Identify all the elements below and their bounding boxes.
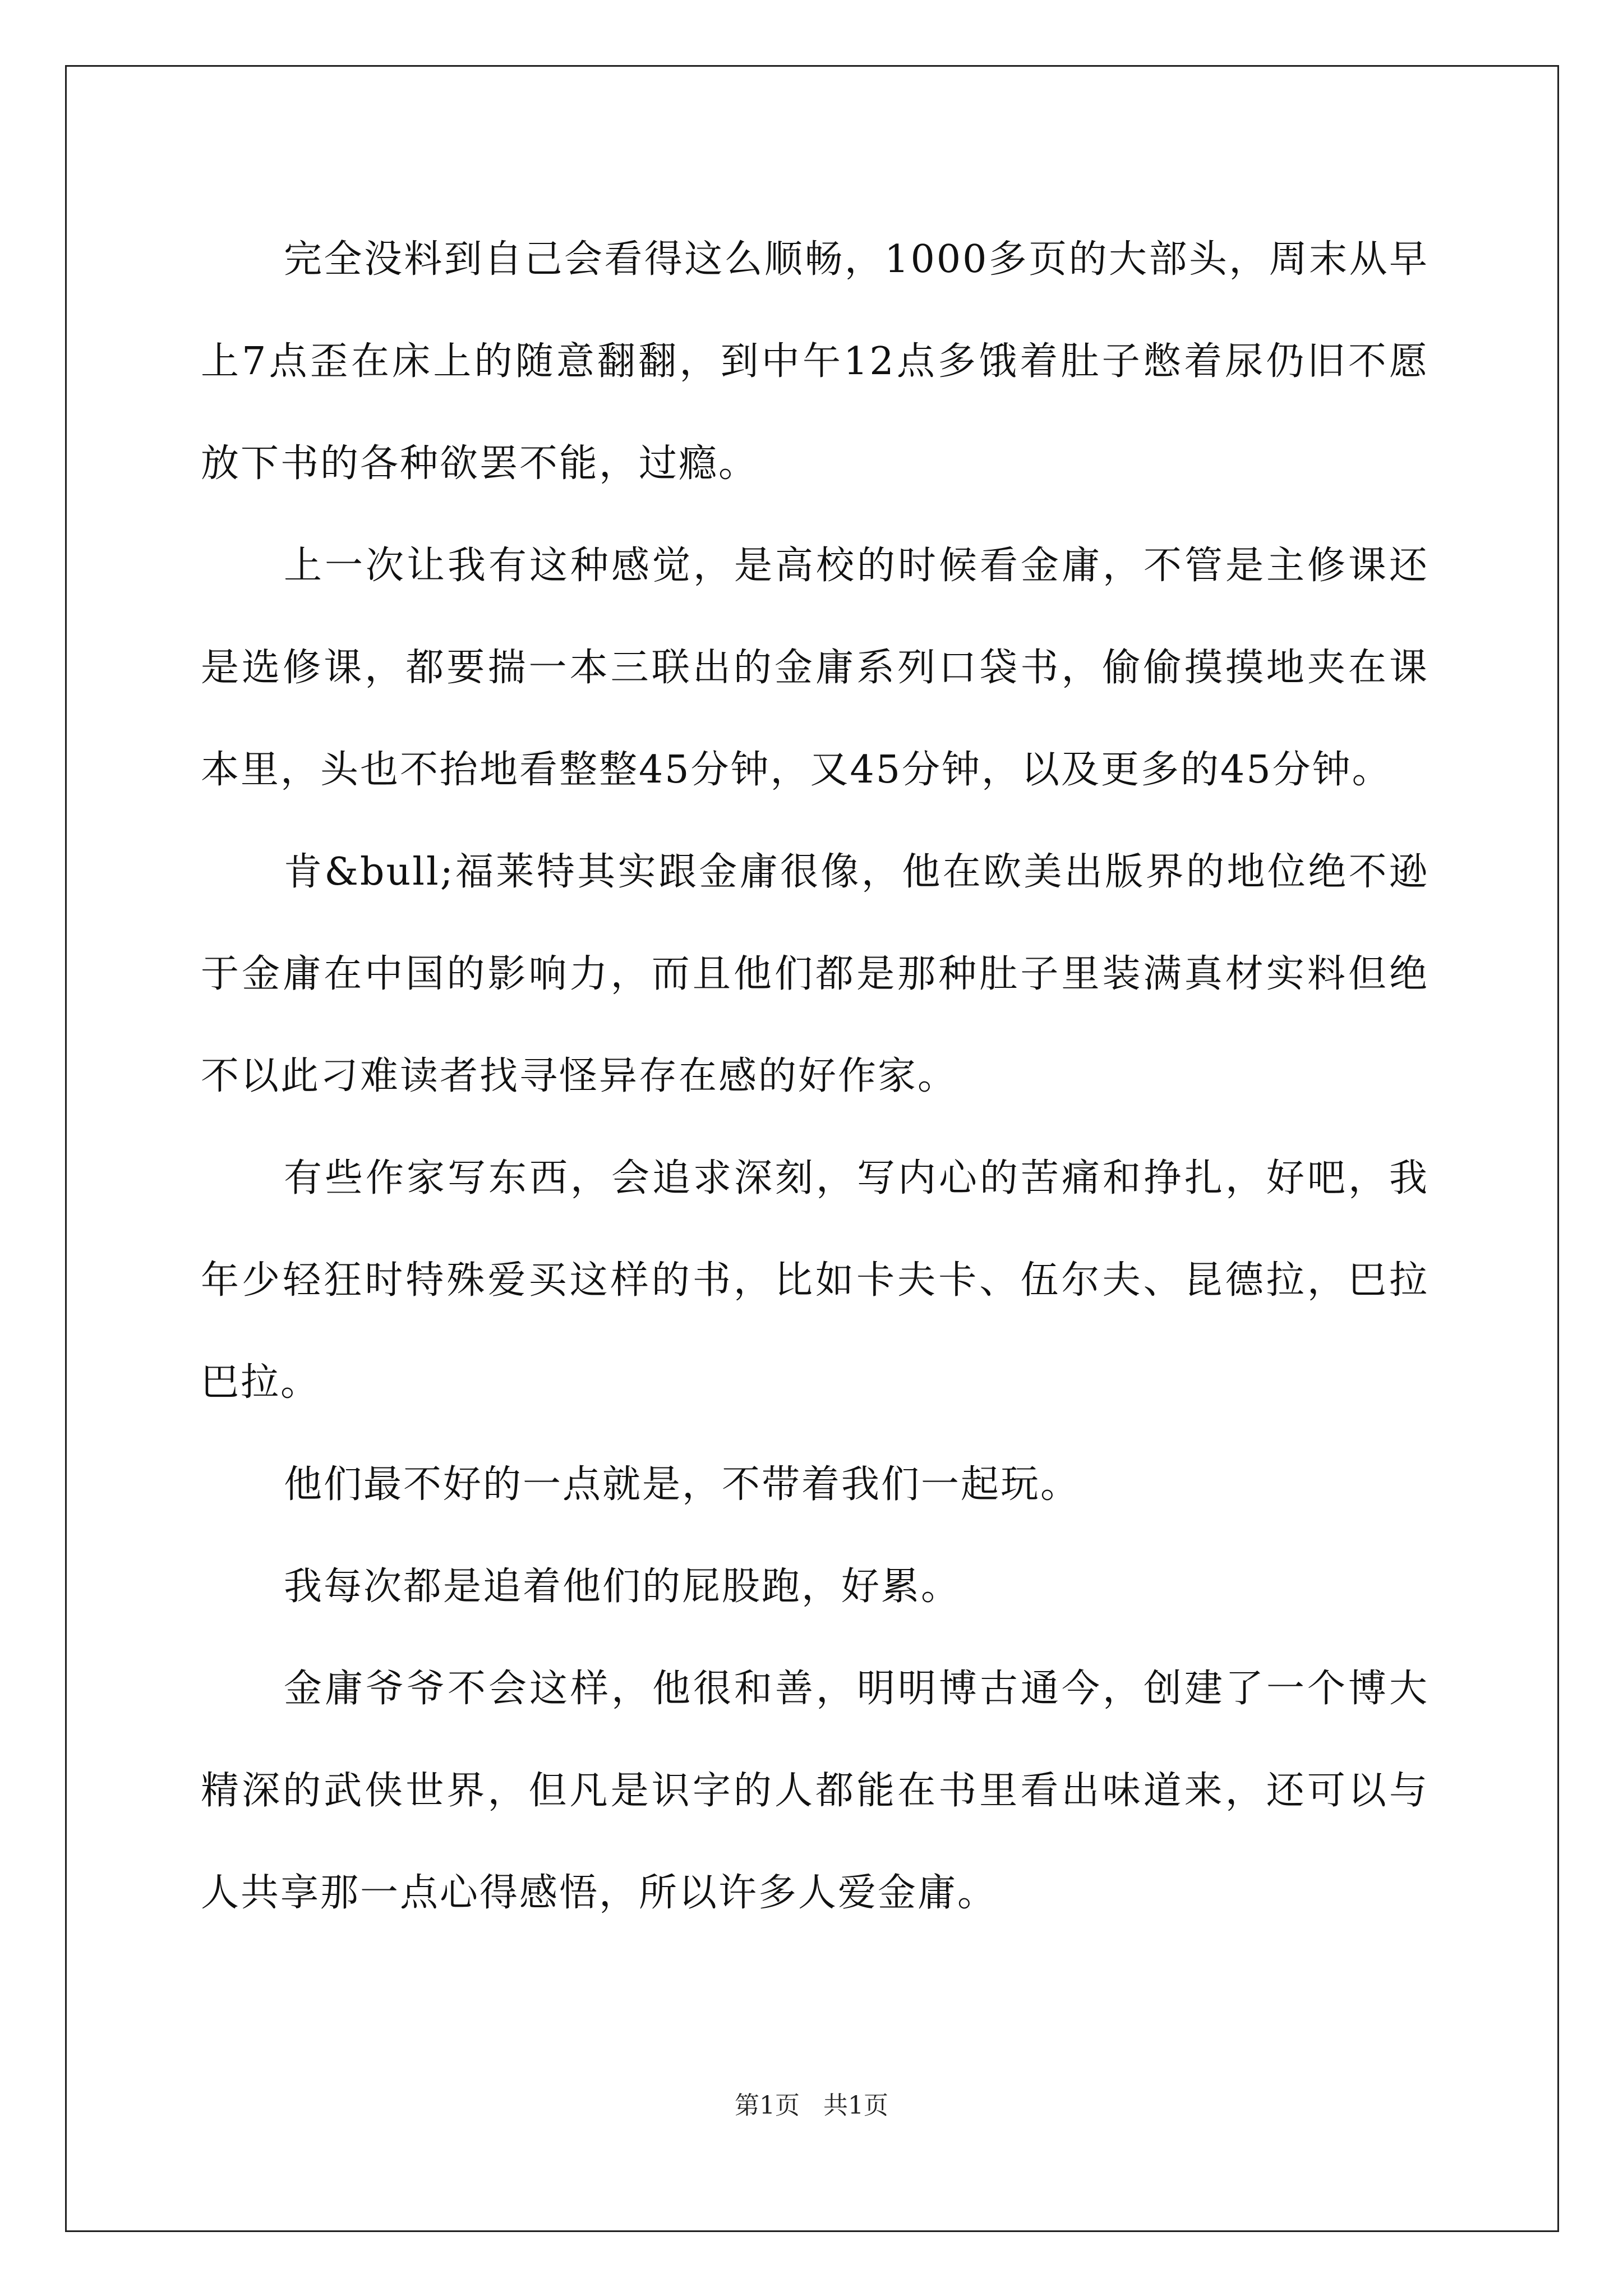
paragraph: 我每次都是追着他们的屁股跑，好累。 — [284, 1565, 961, 1609]
paragraph: 有些作家写东西，会追求深刻，写内心的苦痛和挣扎，好吧，我年少轻狂时特殊爱买这样的书，比如卡夫卡、伍尔夫、昆德拉，巴拉巴拉。 — [201, 1156, 1429, 1405]
document-body — [201, 209, 1429, 1944]
page-number-current: 第1页 — [735, 2091, 800, 2120]
paragraph: 他们最不好的一点就是，不带着我们一起玩。 — [284, 1462, 1081, 1507]
page-number-total: 共1页 — [823, 2091, 888, 2120]
paragraph: 完全没料到自己会看得这么顺畅，1000多页的大部头，周末从早上7点歪在床上的随意翻翻，到中午12点多饿着肚子憋着尿仍旧不愿放下书的各种欲罢不能，过瘾。 — [201, 237, 1429, 486]
paragraph: 上一次让我有这种感觉，是高校的时候看金庸，不管是主修课还是选修课，都要揣一本三联出的金庸系列口袋书，偷偷摸摸地夹在课本里，头也不抬地看整整45分钟，又45分钟，以及更多的45分钟。 — [201, 544, 1429, 792]
page-footer — [0, 2090, 1623, 2122]
paragraph: 肯&bull;福莱特其实跟金庸很像，他在欧美出版界的地位绝不逊于金庸在中国的影响力，而且他们都是那种肚子里装满真材实料但绝不以此刁难读者找寻怪异存在感的好作家。 — [201, 850, 1429, 1098]
paragraph: 金庸爷爷不会这样，他很和善，明明博古通今，创建了一个博大精深的武侠世界，但凡是识字的人都能在书里看出味道来，还可以与人共享那一点心得感悟，所以许多人爱金庸。 — [201, 1667, 1429, 1915]
